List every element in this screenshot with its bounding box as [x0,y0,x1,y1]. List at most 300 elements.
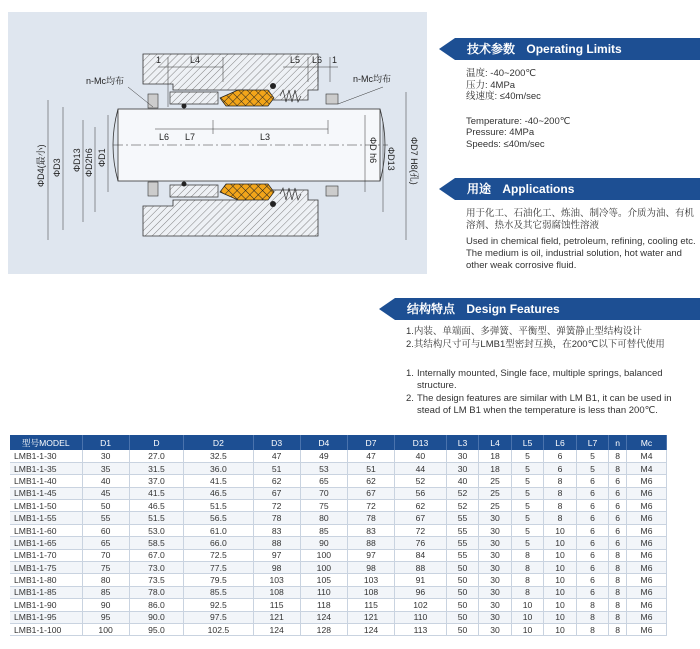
value-cell: 8 [544,500,577,512]
value-cell: M4 [627,462,667,474]
value-cell: 86.0 [129,599,184,611]
table-row [10,574,667,586]
value-cell: 98 [253,562,300,574]
table-row [10,500,667,512]
operating-limits-title-en: Operating Limits [526,42,622,56]
value-cell: 78 [347,512,394,524]
value-cell: 5 [576,450,609,462]
value-cell: 10 [544,549,577,561]
value-cell: 8 [544,487,577,499]
value-cell: 6 [609,475,627,487]
value-cell: 50 [446,562,479,574]
value-cell: 124 [347,623,394,635]
model-cell: LMB1-1-45 [10,487,82,499]
value-cell: 47 [253,450,300,462]
applications-title-cn: 用途 [467,182,492,196]
value-cell: 5 [511,500,544,512]
model-cell: LMB1-1-35 [10,462,82,474]
value-cell: 52 [446,487,479,499]
value-cell: 100 [300,562,347,574]
value-cell: 6 [576,512,609,524]
value-cell: 50 [446,586,479,598]
value-cell: 6 [576,574,609,586]
design-features-title-en: Design Features [466,302,560,316]
value-cell: 8 [609,611,627,623]
value-cell: 6 [544,450,577,462]
value-cell: 124 [253,623,300,635]
table-row [10,462,667,474]
value-cell: M6 [627,599,667,611]
value-cell: 30 [479,623,512,635]
table-row [10,475,667,487]
col-header: L5 [511,435,544,450]
table-row [10,562,667,574]
value-cell: 6 [609,487,627,499]
value-cell: 55 [446,512,479,524]
value-cell: M6 [627,611,667,623]
value-cell: 30 [479,524,512,536]
model-cell: LMB1-1-40 [10,475,82,487]
value-cell: 51 [347,462,394,474]
dim-1-left: 1 [156,55,162,65]
value-cell: 50 [446,611,479,623]
value-cell: 8 [576,623,609,635]
value-cell: 8 [609,586,627,598]
value-cell: 77.5 [184,562,253,574]
value-cell: 55 [446,549,479,561]
value-cell: 78 [253,512,300,524]
value-cell: 67 [395,512,447,524]
feature-item-cn: 1.内装、单端面、多弹簧、平衡型、弹簧静止型结构设计 [406,326,642,337]
value-cell: M4 [627,450,667,462]
value-cell: 30 [446,450,479,462]
value-cell: 10 [511,599,544,611]
value-cell: 6 [576,537,609,549]
value-cell: 61.0 [184,524,253,536]
value-cell: 47 [347,450,394,462]
value-cell: 10 [511,611,544,623]
model-cell: LMB1-1-100 [10,623,82,635]
value-cell: 103 [253,574,300,586]
value-cell: 124 [300,611,347,623]
applications-title-en: Applications [502,182,575,196]
value-cell: 90 [300,537,347,549]
phi-D13-left: ΦD13 [72,148,82,172]
value-cell: 102.5 [184,623,253,635]
value-cell: 35 [82,462,129,474]
dim-L7: L7 [185,132,196,142]
dim-1-right: 1 [332,55,338,65]
value-cell: 88 [395,562,447,574]
value-cell: 58.5 [129,537,184,549]
value-cell: 50 [446,599,479,611]
value-cell: 72 [253,500,300,512]
value-cell: 103 [347,574,394,586]
value-cell: 73.5 [129,574,184,586]
dim-L4: L4 [190,55,201,65]
col-header: D13 [395,435,447,450]
value-cell: 55 [446,537,479,549]
value-cell: 67.0 [129,549,184,561]
value-cell: 6 [544,462,577,474]
value-cell: 46.5 [129,500,184,512]
phi-D4: ΦD4(最小) [36,144,46,187]
model-cell: LMB1-1-70 [10,549,82,561]
model-cell: LMB1-1-90 [10,599,82,611]
value-cell: 41.5 [129,487,184,499]
value-cell: 100 [82,623,129,635]
value-cell: 100 [300,549,347,561]
value-cell: 8 [544,475,577,487]
value-cell: 62 [347,475,394,487]
value-cell: 40 [82,475,129,487]
value-cell: 30 [479,562,512,574]
value-cell: 98 [347,562,394,574]
seal-face-bottom [220,184,274,200]
model-cell: LMB1-1-65 [10,537,82,549]
value-cell: 6 [609,500,627,512]
value-cell: 88 [253,537,300,549]
value-cell: 25 [479,475,512,487]
value-cell: 30 [479,586,512,598]
value-cell: 97 [253,549,300,561]
value-cell: 90.0 [129,611,184,623]
value-cell: 102 [395,599,447,611]
value-cell: 30 [446,462,479,474]
table-row [10,512,667,524]
col-header: D [129,435,184,450]
value-cell: 88 [347,537,394,549]
applications-text-en: Used in chemical field, petroleum, refining, cooling etc. The medium is oil, industrial solution, hot water and other weak corrosive fluid. [466,236,696,271]
value-cell: 108 [347,586,394,598]
value-cell: 70 [82,549,129,561]
table-row [10,537,667,549]
table-row [10,623,667,635]
applications-header [455,178,700,200]
value-cell: 95 [82,611,129,623]
value-cell: 105 [300,574,347,586]
value-cell: 8 [609,462,627,474]
value-cell: 31.5 [129,462,184,474]
value-cell: 36.0 [184,462,253,474]
value-cell: 56 [395,487,447,499]
value-cell: 70 [300,487,347,499]
value-cell: 5 [576,462,609,474]
col-header: 型号MODEL [10,435,82,450]
value-cell: M6 [627,537,667,549]
value-cell: 6 [576,524,609,536]
col-header: Mc [627,435,667,450]
value-cell: 85 [300,524,347,536]
model-cell: LMB1-1-60 [10,524,82,536]
value-cell: 75 [300,500,347,512]
col-header: L7 [576,435,609,450]
value-cell: 30 [479,537,512,549]
value-cell: 92.5 [184,599,253,611]
value-cell: 5 [511,537,544,549]
design-features-title-cn: 结构特点 [407,302,456,316]
value-cell: 80 [82,574,129,586]
value-cell: 10 [544,574,577,586]
table-row [10,450,667,462]
value-cell: 8 [609,623,627,635]
value-cell: 75 [82,562,129,574]
feature-item-en [406,393,696,416]
col-header: D7 [347,435,394,450]
value-cell: 62 [253,475,300,487]
value-cell: 44 [395,462,447,474]
value-cell: 30 [479,512,512,524]
table-row [10,524,667,536]
value-cell: 55 [446,524,479,536]
value-cell: 25 [479,487,512,499]
col-header: D2 [184,435,253,450]
value-cell: 8 [511,586,544,598]
value-cell: 10 [544,586,577,598]
value-cell: 10 [544,623,577,635]
cross-section-svg [8,12,427,274]
spec-table [10,435,667,636]
value-cell: 30 [479,574,512,586]
table-row [10,586,667,598]
value-cell: 80 [300,512,347,524]
applications-text-cn: 用于化工、石油化工、炼油、制冷等。介质为油、有机溶剂、热水及其它弱腐蚀性溶液 [466,208,695,231]
value-cell: 6 [576,586,609,598]
table-row [10,487,667,499]
feature-text: The design features are similar with LM B1, it can be used in stead of LM B1 when the temperature is less than 200℃. [417,393,672,416]
value-cell: 27.0 [129,450,184,462]
value-cell: 6 [609,537,627,549]
value-cell: 65 [300,475,347,487]
value-cell: 53 [300,462,347,474]
value-cell: 6 [576,475,609,487]
col-header: n [609,435,627,450]
value-cell: 8 [511,574,544,586]
limit-line: 压力: 4MPa [466,79,516,91]
value-cell: 50 [446,623,479,635]
value-cell: 32.5 [184,450,253,462]
value-cell: 115 [253,599,300,611]
value-cell: 8 [609,599,627,611]
value-cell: 97 [347,549,394,561]
design-features-header [395,298,700,320]
value-cell: M6 [627,500,667,512]
model-cell: LMB1-1-75 [10,562,82,574]
value-cell: 115 [347,599,394,611]
phi-D7: ΦD7 H8(孔) [409,137,419,185]
value-cell: 55 [82,512,129,524]
value-cell: M6 [627,475,667,487]
value-cell: 8 [609,562,627,574]
n-mc-left: n-Mc均布 [86,76,124,86]
col-header: L6 [544,435,577,450]
applications-body [466,208,696,272]
value-cell: M6 [627,487,667,499]
operating-limits-body [466,68,696,150]
value-cell: 5 [511,487,544,499]
value-cell: 110 [300,586,347,598]
value-cell: 51 [253,462,300,474]
value-cell: 37.0 [129,475,184,487]
value-cell: 50 [446,574,479,586]
limit-line: 温度: -40~200℃ [466,68,537,79]
value-cell: 95.0 [129,623,184,635]
value-cell: 121 [347,611,394,623]
value-cell: 8 [609,574,627,586]
value-cell: 6 [609,512,627,524]
value-cell: 5 [511,524,544,536]
value-cell: 51.5 [184,500,253,512]
value-cell: 5 [511,450,544,462]
value-cell: 8 [576,611,609,623]
value-cell: 108 [253,586,300,598]
value-cell: 8 [576,599,609,611]
operating-limits-header [455,38,700,60]
table-row [10,549,667,561]
col-header: L4 [479,435,512,450]
value-cell: M6 [627,524,667,536]
value-cell: 30 [82,450,129,462]
table-row [10,611,667,623]
value-cell: 97.5 [184,611,253,623]
value-cell: 78.0 [129,586,184,598]
value-cell: M6 [627,512,667,524]
limit-line: 线速度: ≤40m/sec [466,91,541,102]
model-cell: LMB1-1-50 [10,500,82,512]
table-row [10,599,667,611]
value-cell: 5 [511,512,544,524]
spec-table-body [10,450,667,636]
value-cell: M6 [627,562,667,574]
operating-limits-title-cn: 技术参数 [467,42,516,56]
value-cell: 67 [253,487,300,499]
model-cell: LMB1-1-55 [10,512,82,524]
value-cell: 41.5 [184,475,253,487]
value-cell: 10 [544,611,577,623]
value-cell: 72.5 [184,549,253,561]
features-list-cn [406,325,696,351]
seal-face-top [220,90,274,106]
col-header: D3 [253,435,300,450]
col-header: D4 [300,435,347,450]
value-cell: 18 [479,450,512,462]
value-cell: 52 [395,475,447,487]
value-cell: 84 [395,549,447,561]
model-cell: LMB1-1-95 [10,611,82,623]
spec-table-header-row [10,435,667,450]
value-cell: M6 [627,574,667,586]
value-cell: 30 [479,549,512,561]
design-features-body [406,325,696,418]
value-cell: 65 [82,537,129,549]
model-cell: LMB1-1-30 [10,450,82,462]
value-cell: 83 [347,524,394,536]
value-cell: 6 [576,487,609,499]
value-cell: 5 [511,462,544,474]
value-cell: 45 [82,487,129,499]
value-cell: 85.5 [184,586,253,598]
col-header: L3 [446,435,479,450]
value-cell: 10 [544,599,577,611]
value-cell: 10 [544,562,577,574]
value-cell: 40 [446,475,479,487]
value-cell: M6 [627,549,667,561]
value-cell: 6 [576,562,609,574]
phi-D13-right: ΦD13 [386,147,396,171]
value-cell: 30 [479,611,512,623]
value-cell: 10 [544,524,577,536]
dim-L5: L5 [290,55,301,65]
limit-line: Speeds: ≤40m/sec [466,138,545,150]
technical-drawing [8,12,427,274]
phi-D1: ΦD1 [97,148,107,167]
limit-line: Temperature: -40~200℃ [466,115,571,127]
col-header: D1 [82,435,129,450]
value-cell: 73.0 [129,562,184,574]
feature-text: Internally mounted, Single face, multiple springs, balanced structure. [417,368,663,391]
phi-D2: ΦD2h6 [84,148,94,177]
value-cell: 91 [395,574,447,586]
phi-D3: ΦD3 [52,158,62,177]
dim-L6-top: L6 [312,55,323,65]
feature-number: 2. [406,393,414,404]
value-cell: M6 [627,586,667,598]
value-cell: 8 [511,549,544,561]
value-cell: 110 [395,611,447,623]
value-cell: 40 [395,450,447,462]
value-cell: 49 [300,450,347,462]
value-cell: 52 [446,500,479,512]
value-cell: 128 [300,623,347,635]
value-cell: 121 [253,611,300,623]
feature-item-cn: 2.其结构尺寸可与LMB1型密封互换，在200℃以下可替代使用 [406,339,665,350]
value-cell: 30 [479,599,512,611]
value-cell: 85 [82,586,129,598]
feature-item-en [406,368,696,391]
value-cell: 79.5 [184,574,253,586]
model-cell: LMB1-1-85 [10,586,82,598]
value-cell: M6 [627,623,667,635]
value-cell: 118 [300,599,347,611]
value-cell: 46.5 [184,487,253,499]
value-cell: 5 [511,475,544,487]
value-cell: 53.0 [129,524,184,536]
value-cell: 56.5 [184,512,253,524]
value-cell: 96 [395,586,447,598]
value-cell: 76 [395,537,447,549]
value-cell: 72 [395,524,447,536]
n-mc-right: n-Mc均布 [353,74,391,84]
value-cell: 72 [347,500,394,512]
value-cell: 67 [347,487,394,499]
value-cell: 25 [479,500,512,512]
value-cell: 83 [253,524,300,536]
value-cell: 8 [544,512,577,524]
value-cell: 8 [609,549,627,561]
value-cell: 51.5 [129,512,184,524]
value-cell: 6 [576,549,609,561]
phi-D-right: ΦD h6 [368,137,378,164]
value-cell: 60 [82,524,129,536]
value-cell: 10 [544,537,577,549]
limit-line: Pressure: 4MPa [466,127,535,138]
value-cell: 18 [479,462,512,474]
value-cell: 90 [82,599,129,611]
value-cell: 50 [82,500,129,512]
value-cell: 6 [609,524,627,536]
value-cell: 113 [395,623,447,635]
value-cell: 8 [609,450,627,462]
